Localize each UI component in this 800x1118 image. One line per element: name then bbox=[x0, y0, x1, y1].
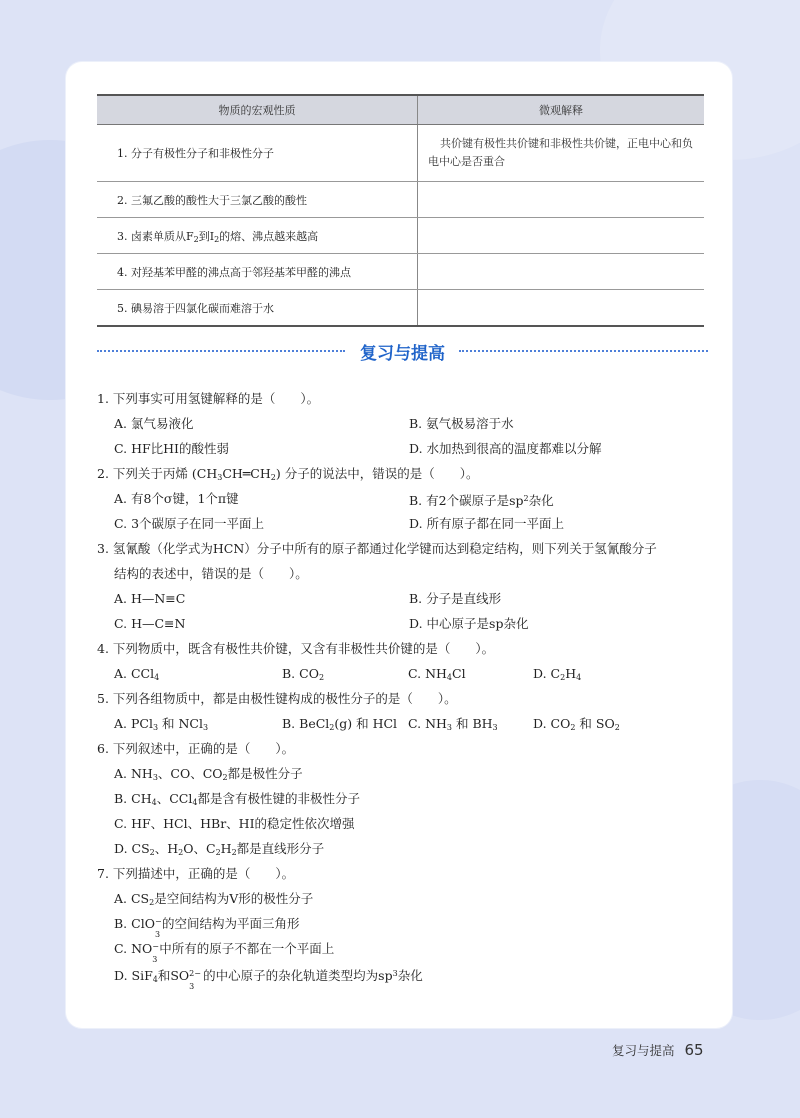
question-7 bbox=[97, 861, 717, 991]
table-row bbox=[97, 218, 704, 254]
option-b: B. $CH_4$、CCl$_4$都是含有极性键的非极性分子 bbox=[114, 791, 360, 807]
option-a: A. H—N≡C bbox=[114, 591, 186, 606]
question-2 bbox=[97, 461, 717, 536]
question-list bbox=[97, 386, 717, 991]
question-3 bbox=[97, 536, 717, 636]
option-a: A. PCl$_3$ 和 NCl$_3$ bbox=[114, 716, 209, 732]
question-5 bbox=[97, 686, 717, 736]
option-b: B. $CO_2$ bbox=[282, 666, 325, 682]
option-a: A. $CS_2$是空间结构为V形的极性分子 bbox=[114, 891, 314, 907]
option-d: D. $C_2H_4$ bbox=[533, 666, 582, 682]
property-table bbox=[97, 94, 704, 327]
table-cell bbox=[418, 218, 705, 254]
option-a: A. $NH_3$、CO、$CO_2$都是极性分子 bbox=[114, 766, 303, 782]
table-header-micro: 微观解释 bbox=[418, 95, 705, 125]
option-b: B. 氨气极易溶于水 bbox=[409, 416, 514, 431]
option-a: A. CCl$_4$ bbox=[114, 666, 160, 682]
table-header-macro: 物质的宏观性质 bbox=[97, 95, 418, 125]
table-row bbox=[97, 254, 704, 290]
table-cell: 5. 碘易溶于四氯化碳而难溶于水 bbox=[97, 290, 418, 327]
question-1 bbox=[97, 386, 717, 461]
option-d: D. 水加热到很高的温度都难以分解 bbox=[409, 441, 602, 456]
option-c: C. NO 3 − 中所有的原子不都在一个平面上 bbox=[114, 941, 335, 964]
section-header bbox=[97, 338, 708, 364]
table-cell bbox=[418, 290, 705, 327]
option-a: A. 有8个σ键，1个π键 bbox=[114, 491, 239, 506]
table-cell bbox=[418, 125, 705, 182]
option-c: C. $NH_3$ 和 $BH_3$ bbox=[408, 716, 498, 732]
table-cell: 1. 分子有极性分子和非极性分子 bbox=[97, 125, 418, 182]
table-row bbox=[97, 125, 704, 182]
option-d: D. 所有原子都在同一平面上 bbox=[409, 516, 565, 531]
table-cell bbox=[418, 182, 705, 218]
option-b: B. BeCl$_2$(g) 和 HCl bbox=[282, 716, 398, 732]
question-4 bbox=[97, 636, 717, 686]
option-b: B. ClO 3 − 的空间结构为平面三角形 bbox=[114, 916, 300, 939]
table-row bbox=[97, 182, 704, 218]
table-cell: 3. 卤素单质从$F_2$到$I_2$的熔、沸点越来越高 bbox=[97, 218, 418, 254]
question-stem: 1. 下列事实可用氢键解释的是（ ）。 bbox=[97, 391, 320, 406]
table-cell bbox=[418, 254, 705, 290]
option-c: C. HF比HI的酸性弱 bbox=[114, 441, 229, 456]
option-b: B. 有2个碳原子是$sp^2$杂化 bbox=[409, 493, 554, 508]
question-stem-continued: 结构的表述中，错误的是（ ）。 bbox=[114, 566, 308, 581]
question-stem: 5. 下列各组物质中，都是由极性键构成的极性分子的是（ ）。 bbox=[97, 691, 457, 706]
option-c: C. $NH_4Cl$ bbox=[408, 666, 466, 682]
option-b: B. 分子是直线形 bbox=[409, 591, 502, 606]
option-d: D. 中心原子是sp杂化 bbox=[409, 616, 529, 631]
table-cell: 2. 三氟乙酸的酸性大于三氯乙酸的酸性 bbox=[97, 182, 418, 218]
option-a: A. 氯气易液化 bbox=[114, 416, 194, 431]
option-d: D. $CS_2$、$H_2O$、$C_2H_2$都是直线形分子 bbox=[114, 841, 325, 857]
option-d: D. $CO_2$ 和 $SO_2$ bbox=[533, 716, 620, 732]
question-6 bbox=[97, 736, 717, 861]
option-c: C. 3个碳原子在同一平面上 bbox=[114, 516, 265, 531]
option-c: C. H—C≡N bbox=[114, 616, 186, 631]
page-number: 65 bbox=[684, 1041, 704, 1059]
option-d: D. SiF$_4$和SO 3 2− 的中心原子的杂化轨道类型均为$sp^3$杂化 bbox=[114, 968, 423, 991]
question-stem: 4. 下列物质中，既含有极性共价键，又含有非极性共价键的是（ ）。 bbox=[97, 641, 495, 656]
question-stem: 7. 下列描述中，正确的是（ ）。 bbox=[97, 866, 295, 881]
footer-title: 复习与提高 bbox=[612, 1043, 675, 1058]
table-cell-text: 共价键有极性共价键和非极性共价键，正电中心和负电中心是否重合 bbox=[428, 137, 693, 168]
question-stem: 3. 氢氰酸（化学式为HCN）分子中所有的原子都通过化学键而达到稳定结构，则下列关于氢氰酸分子 bbox=[97, 541, 657, 556]
option-c: C. HF、HCl、HBr、HI的稳定性依次增强 bbox=[114, 816, 355, 831]
page-footer bbox=[612, 1041, 704, 1059]
table-cell: 4. 对羟基苯甲醛的沸点高于邻羟基苯甲醛的沸点 bbox=[97, 254, 418, 290]
question-stem: 6. 下列叙述中，正确的是（ ）。 bbox=[97, 741, 295, 756]
table-row bbox=[97, 290, 704, 327]
section-title: 复习与提高 bbox=[97, 339, 708, 364]
question-stem: 2. 下列关于丙烯 $(CH_3CH═CH_2)$ 分子的说法中，错误的是（ ）。 bbox=[97, 466, 479, 482]
